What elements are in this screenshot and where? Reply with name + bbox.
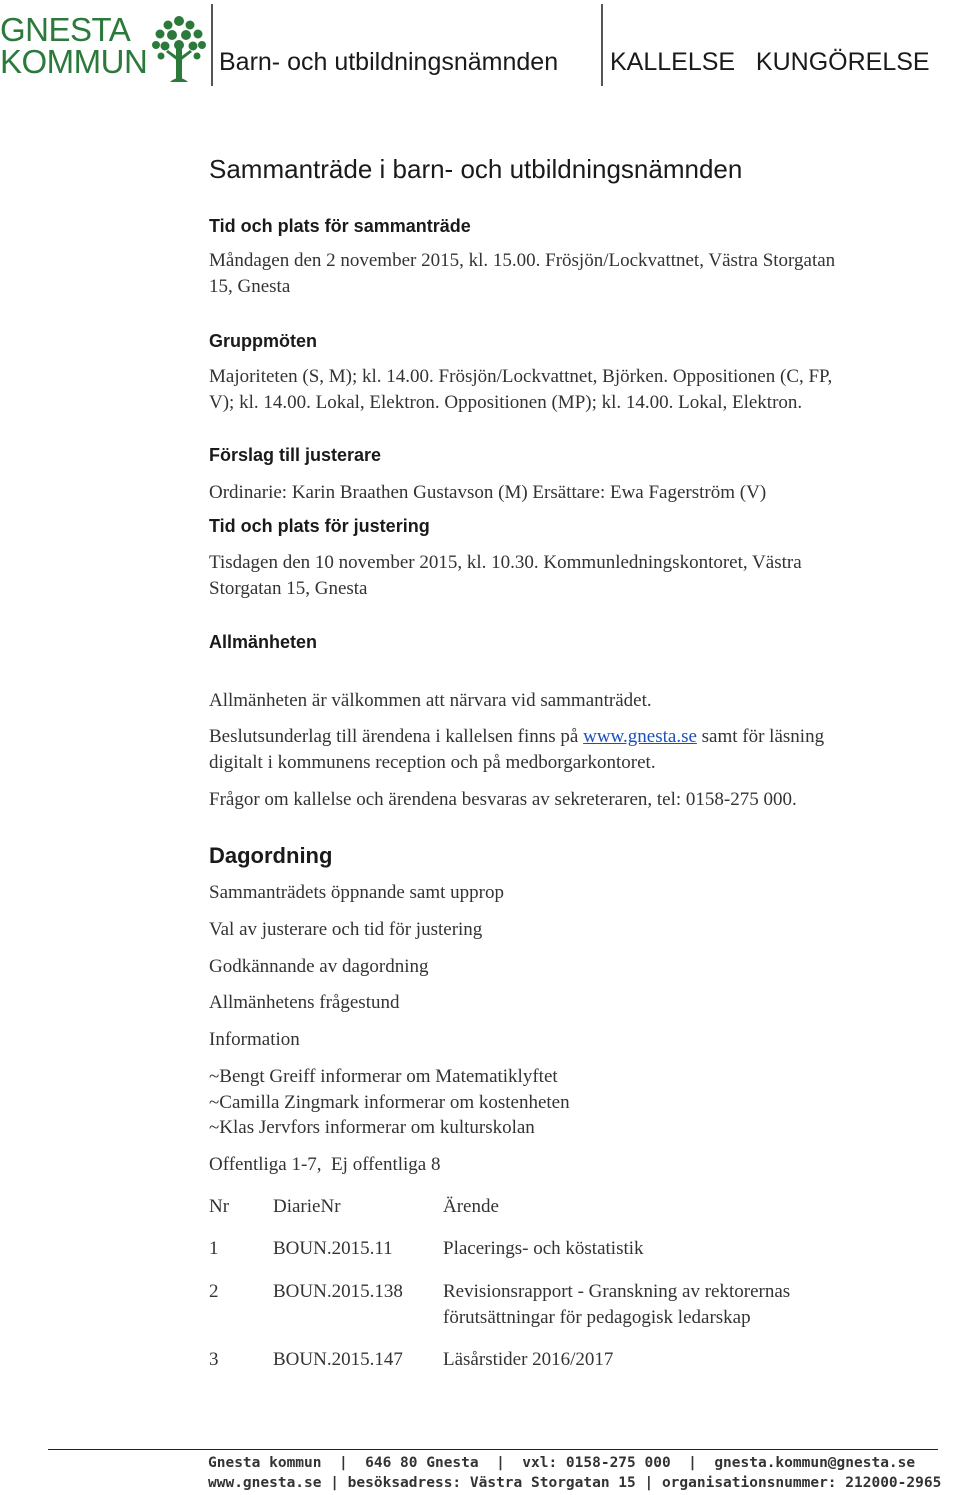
table-cell-arende: Läsårstider 2016/2017 — [443, 1349, 614, 1370]
info-item: ~Camilla Zingmark informerar om kostenheten — [209, 1092, 570, 1113]
agenda-item: Allmänhetens frågestund — [209, 992, 400, 1013]
header-divider — [211, 4, 213, 86]
committee-name: Barn- och utbildningsnämnden — [219, 48, 559, 76]
table-cell-nr: 1 — [209, 1238, 219, 1259]
table-cell-nr: 2 — [209, 1281, 219, 1302]
agenda-item: Information — [209, 1029, 300, 1050]
public-note: Offentliga 1-7, Ej offentliga 8 — [209, 1154, 441, 1175]
meeting-heading: Tid och plats för sammanträde — [209, 216, 471, 236]
logo-line2: KOMMUN — [0, 43, 148, 80]
table-header-arende: Ärende — [443, 1196, 499, 1217]
table-cell-nr: 3 — [209, 1349, 219, 1370]
table-header-diarie: DiarieNr — [273, 1196, 341, 1217]
footer-divider — [48, 1449, 938, 1450]
adjustment-text-line2: Storgatan 15, Gnesta — [209, 578, 368, 599]
website-link[interactable]: www.gnesta.se — [583, 726, 697, 747]
info-item: ~Klas Jervfors informerar om kulturskolan — [209, 1117, 535, 1138]
agenda-item: Val av justerare och tid för justering — [209, 919, 483, 940]
logo-text — [0, 11, 150, 80]
adjustment-heading: Tid och plats för justering — [209, 516, 430, 536]
table-cell-diarie: BOUN.2015.11 — [273, 1238, 393, 1259]
page-title: Sammanträde i barn- och utbildningsnämnden — [209, 154, 743, 184]
table-cell-arende: Placerings- och köstatistik — [443, 1238, 644, 1259]
footer-line1: Gnesta kommun | 646 80 Gnesta | vxl: 0158-275 000 | gnesta.kommun@gnesta.se — [208, 1455, 916, 1471]
meeting-text-line2: 15, Gnesta — [209, 276, 291, 297]
table-cell-arende: Revisionsrapport - Granskning av rektorernas — [443, 1281, 791, 1302]
info-item: ~Bengt Greiff informerar om Matematiklyftet — [209, 1066, 558, 1087]
public-text-line2-end: samt för läsning — [696, 726, 825, 747]
table-cell-diarie: BOUN.2015.147 — [273, 1349, 403, 1370]
logo-line1: GNESTA — [0, 11, 131, 48]
agenda-heading: Dagordning — [209, 843, 333, 868]
adjusters-heading: Förslag till justerare — [209, 445, 382, 465]
group-text-line1: Majoriteten (S, M); kl. 14.00. Frösjön/Lockvattnet, Björken. Oppositionen (C, FP, — [209, 366, 833, 387]
agenda-item: Sammanträdets öppnande samt upprop — [209, 882, 504, 903]
footer-line2: www.gnesta.se | besöksadress: Västra Storgatan 15 | organisationsnummer: 212000-2965 — [208, 1475, 942, 1491]
agenda-item: Godkännande av dagordning — [209, 956, 429, 977]
tree-logo-icon — [150, 12, 208, 86]
table-header-nr: Nr — [209, 1196, 230, 1217]
table-cell-diarie: BOUN.2015.138 — [273, 1281, 403, 1302]
public-text-line2-start: Beslutsunderlag till ärendena i kallelsen finns på — [209, 726, 584, 747]
public-text-line3: digitalt i kommunens reception och på medborgarkontoret. — [209, 752, 656, 773]
meeting-text-line1: Måndagen den 2 november 2015, kl. 15.00. Frösjön/Lockvattnet, Västra Storgatan — [209, 250, 836, 271]
public-heading: Allmänheten — [209, 632, 318, 652]
header-divider — [601, 4, 603, 86]
adjustment-text-line1: Tisdagen den 10 november 2015, kl. 10.30. Kommunledningskontoret, Västra — [209, 552, 802, 573]
group-heading: Gruppmöten — [209, 331, 317, 351]
document-type: KALLELSE KUNGÖRELSE — [610, 48, 930, 76]
public-text-line2 — [209, 724, 824, 750]
public-text-line4: Frågor om kallelse och ärendena besvaras av sekreteraren, tel: 0158-275 000. — [209, 789, 797, 810]
group-text-line2: V); kl. 14.00. Lokal, Elektron. Oppositionen (MP); kl. 14.00. Lokal, Elektron. — [209, 392, 803, 413]
public-text-line1: Allmänheten är välkommen att närvara vid sammanträdet. — [209, 690, 652, 711]
adjusters-text: Ordinarie: Karin Braathen Gustavson (M) Ersättare: Ewa Fagerström (V) — [209, 482, 767, 503]
table-cell-arende-cont: förutsättningar för pedagogisk ledarskap — [443, 1307, 751, 1328]
